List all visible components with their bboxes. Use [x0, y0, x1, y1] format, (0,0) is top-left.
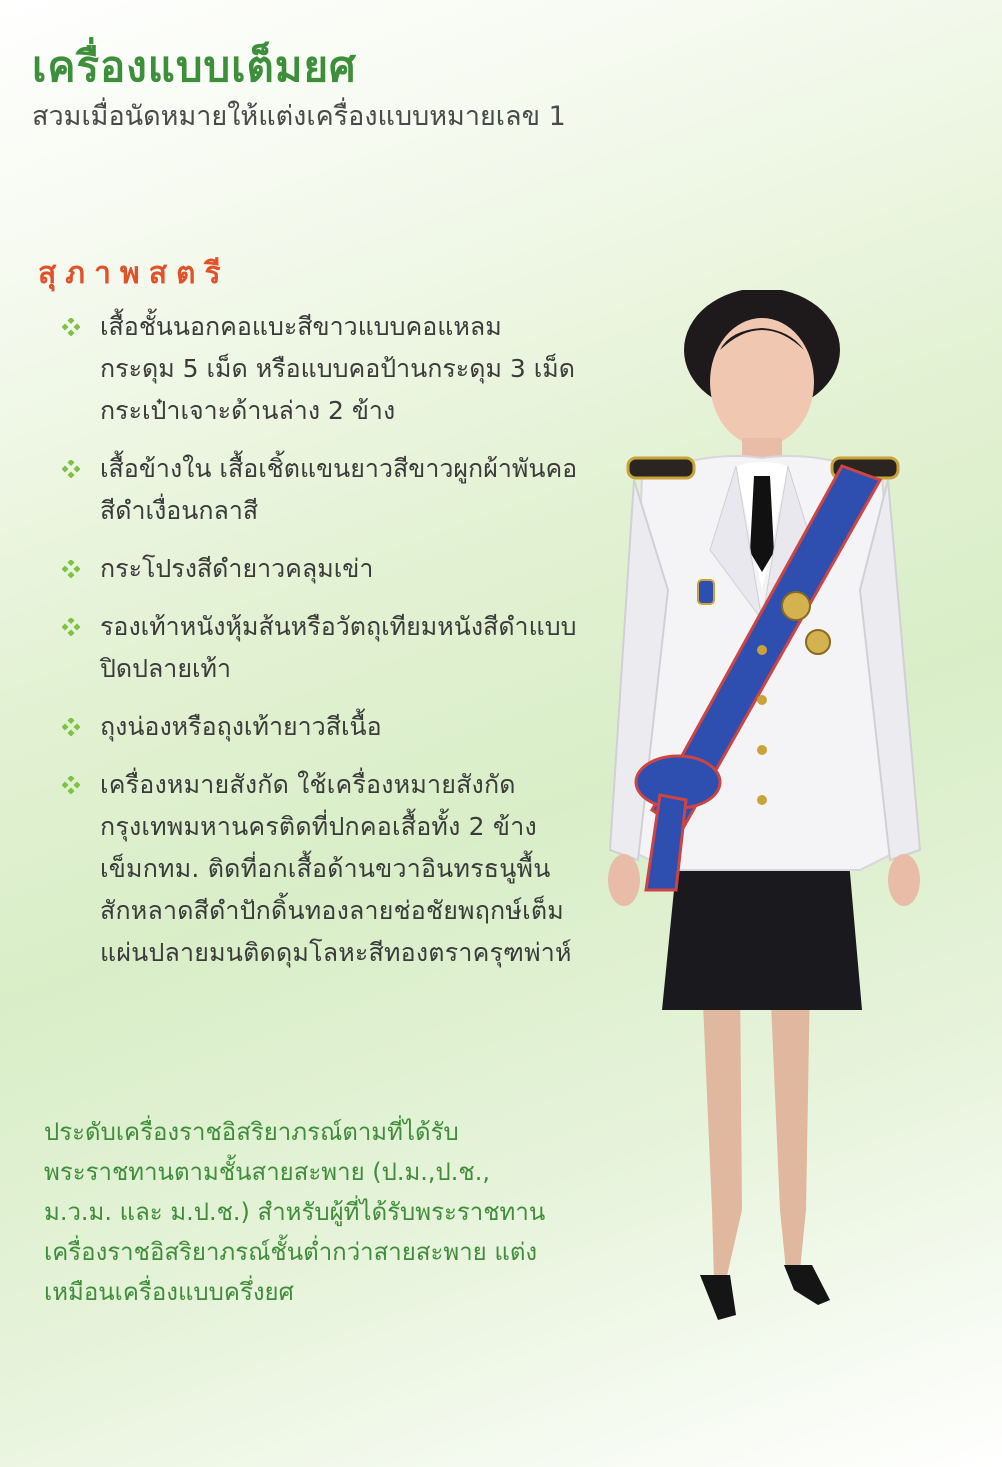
page-title: เครื่องแบบเต็มยศ	[32, 42, 357, 91]
epaulette	[628, 458, 694, 478]
uniform-items-list	[62, 306, 582, 990]
uniform-model-photo	[590, 290, 940, 1330]
list-item	[62, 606, 582, 690]
item-text: เครื่องหมายสังกัด ใช้เครื่องหมายสังกัดกรุงเทพมหานครติดที่ปกคอเสื้อทั้ง 2 ข้าง เข็มกทม. ติดที่อกเสื้อด้านขวาอินทรธนูพื้นสักหลาดสีดำปักดิ้นทองลายช่อชัยพฤกษ์เต็มแผ่นปลายมนติดดุมโลหะสีทองตราครุฑพ่าห์	[100, 770, 572, 967]
item-text: เสื้อข้างใน เสื้อเชิ้ตแขนยาวสีขาวผูกผ้าพันคอสีดำเงื่อนกลาสี	[100, 454, 578, 525]
black-tie	[750, 476, 774, 572]
diamond-bullet-icon	[62, 776, 80, 794]
section-heading: สุภาพสตรี	[38, 256, 230, 291]
list-item	[62, 548, 582, 590]
list-item	[62, 306, 582, 432]
list-item	[62, 764, 582, 974]
item-text: รองเท้าหนังหุ้มส้นหรือวัตถุเทียมหนังสีดำแบบปิดปลายเท้า	[100, 612, 577, 683]
black-skirt	[662, 850, 862, 1010]
diamond-bullet-icon	[62, 460, 80, 478]
item-text: ถุงน่องหรือถุงเท้ายาวสีเนื้อ	[100, 712, 382, 741]
decoration-note: ประดับเครื่องราชอิสริยาภรณ์ตามที่ได้รับพระราชทานตามชั้นสายสะพาย (ป.ม.,ป.ช., ม.ว.ม. และ ม.ป.ช.) สำหรับผู้ที่ได้รับพระราชทานเครื่องราชอิสริยาภรณ์ชั้นต่ำกว่าสายสะพาย แต่งเหมือนเครื่องแบบครึ่งยศ	[44, 1118, 546, 1306]
face	[710, 318, 814, 446]
diamond-bullet-icon	[62, 318, 80, 336]
item-text: เสื้อชั้นนอกคอแบะสีขาวแบบคอแหลม กระดุม 5 เม็ด หรือแบบคอป้านกระดุม 3 เม็ด กระเป๋าเจาะด้านล่าง 2 ข้าง	[100, 312, 575, 425]
diamond-bullet-icon	[62, 718, 80, 736]
list-item	[62, 448, 582, 532]
page-subtitle: สวมเมื่อนัดหมายให้แต่งเครื่องแบบหมายเลข 1	[32, 101, 566, 132]
medal	[782, 592, 810, 620]
diamond-bullet-icon	[62, 618, 80, 636]
medal	[806, 630, 830, 654]
diamond-bullet-icon	[62, 560, 80, 578]
list-item	[62, 706, 582, 748]
item-text: กระโปรงสีดำยาวคลุมเข่า	[100, 554, 374, 583]
